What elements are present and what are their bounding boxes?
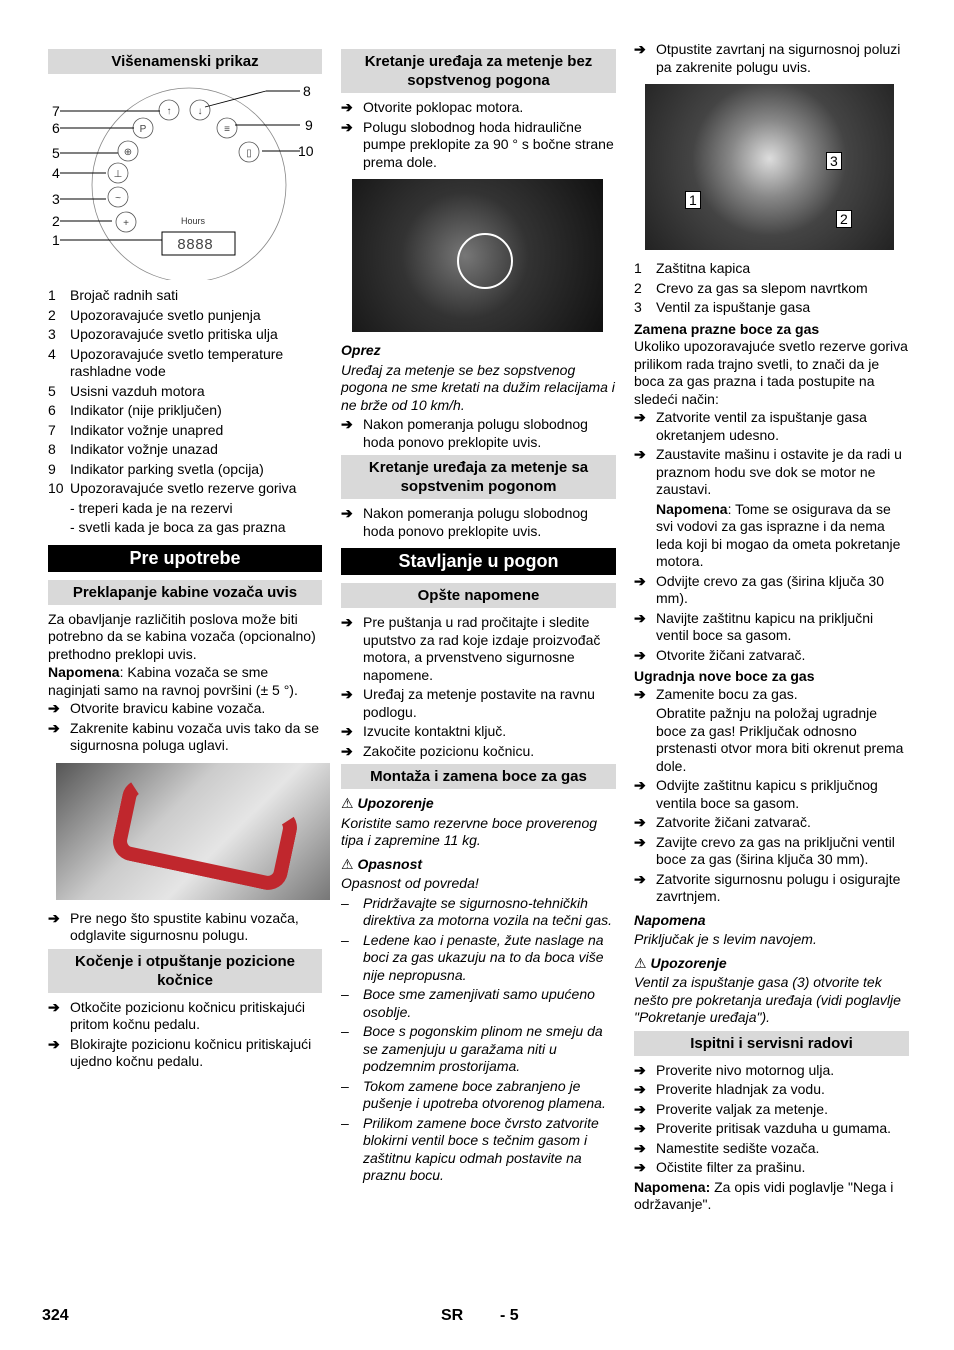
section-heading: Kretanje uređaja za metenje sa sopstvenim pogonom	[341, 455, 616, 499]
instruction-step	[634, 814, 909, 832]
callout-7: 7	[52, 103, 60, 119]
chapter-heading: Pre upotrebe	[48, 545, 322, 572]
callout-1: 1	[52, 232, 60, 248]
instruction-step	[634, 610, 909, 645]
callout-label: 3	[826, 152, 842, 170]
item-text: Upozoravajuće svetlo temperature rashladne vode	[70, 345, 284, 379]
item-text: Prilikom zamene boce čvrsto zatvorite blokirni ventil boce s tečnim gasom i zaštitnu kapicu odmah postavite na praznu bocu.	[363, 1114, 599, 1183]
note-label: Napomena:	[634, 1178, 711, 1195]
item-text: Upozoravajuće svetlo rezerve goriva	[70, 480, 297, 496]
note-text: : Tome se osigurava da se svi vodovi za gas isprazne i da nema leda koji bi mogao da ometa pokretanje motora.	[656, 500, 901, 569]
arrow-right-icon: ➔	[634, 41, 646, 57]
svg-text:⊥: ⊥	[113, 169, 123, 180]
item-text: Očistite filter za prašinu.	[656, 1159, 806, 1175]
numbered-item	[48, 402, 322, 420]
item-number: 10	[48, 480, 64, 496]
numbered-item	[48, 326, 322, 344]
numbered-item	[48, 346, 322, 381]
item-number: 3	[634, 299, 642, 315]
instruction-step	[634, 573, 909, 608]
item-text: Namestite sedište vozača.	[656, 1139, 820, 1156]
item-text: Otvorite poklopac motora.	[363, 99, 524, 115]
arrow-right-icon: ➔	[634, 609, 646, 626]
instruction-step	[634, 446, 909, 499]
italic-note: Ventil za ispuštanje gasa (3) otvorite tek nešto pre pokretanja uređaja (vidi poglavlje "Pokretanje uređaja").	[634, 974, 901, 1025]
item-number: 3	[48, 326, 56, 342]
photo-valve	[645, 84, 894, 250]
item-text: Proverite nivo motornog ulja.	[656, 1061, 835, 1078]
item-text: Blokirajte pozicionu kočnicu pritiskajući ujedno kočnu pedalu.	[70, 1035, 312, 1069]
dash-bullet: –	[341, 931, 349, 948]
photo-cabin	[56, 763, 330, 900]
instruction-step	[634, 686, 909, 704]
arrow-right-icon: ➔	[341, 742, 353, 759]
multifunction-display-diagram	[48, 80, 322, 283]
callout-4: 4	[52, 165, 60, 181]
item-text: Upozoravajuće svetlo punjenja	[70, 306, 261, 323]
item-number: 6	[48, 402, 56, 418]
dash-bullet: –	[341, 1023, 349, 1039]
language-code: SR	[441, 1307, 464, 1324]
note-title: Napomena	[634, 911, 706, 928]
indented-paragraph: Obratite pažnju na položaj ugradnje boce za gas! Priključak odnosno prstenasti otvor mora biti okrenut prema dole.	[656, 705, 904, 774]
dash-item	[341, 1078, 616, 1113]
warning-triangle-icon: ⚠	[341, 855, 358, 872]
instruction-step	[634, 1140, 909, 1158]
instruction-step	[634, 41, 909, 76]
sub-item: - svetli kada je boca za gas prazna	[70, 519, 286, 535]
item-text: Zaustavite mašinu i ostavite je da radi u praznom hodu sve dok se motor ne zaustavi.	[656, 446, 902, 497]
italic-note: Opasnost od povreda!	[341, 875, 479, 891]
item-text: Otpustite zavrtanj na sigurnosnoj poluzi pa zakrenite polugu uvis.	[656, 41, 901, 75]
item-text: Proverite valjak za metenje.	[656, 1100, 828, 1117]
instruction-step	[341, 743, 616, 761]
callout-label: 1	[685, 191, 701, 209]
highlight-circle	[457, 233, 513, 289]
item-number: 2	[48, 306, 56, 323]
item-text: Indikator vožnje unapred	[70, 421, 224, 438]
callout-10: 10	[298, 143, 314, 159]
item-text: Otvorite žičani zatvarač.	[656, 646, 806, 663]
callout-6: 6	[52, 120, 60, 136]
item-number: 1	[48, 287, 56, 303]
instruction-step	[341, 505, 616, 540]
instruction-step	[634, 871, 909, 906]
item-text: Proverite hladnjak za vodu.	[656, 1081, 825, 1097]
item-text: Pre nego što spustite kabinu vozača, odglavite sigurnosnu polugu.	[70, 909, 299, 943]
arrow-right-icon: ➔	[634, 1139, 646, 1156]
column-right	[634, 41, 909, 1215]
note-title: Oprez	[341, 342, 381, 358]
subheading: Ugradnja nove boce za gas	[634, 668, 815, 684]
item-text: Ventil za ispuštanje gasa	[656, 299, 811, 315]
section-heading: Opšte napomene	[341, 583, 616, 608]
item-text: Crevo za gas sa slepom navrtkom	[656, 279, 868, 296]
item-text: Brojač radnih sati	[70, 287, 179, 303]
note-label: Napomena	[48, 664, 120, 680]
item-text: Indikator vožnje unazad	[70, 441, 218, 457]
callout-5: 5	[52, 145, 60, 161]
column-middle	[341, 45, 616, 1187]
note-paragraph	[48, 664, 322, 699]
item-text: Navijte zaštitnu kapicu na priključni ventil boce sa gasom.	[656, 609, 874, 643]
item-number: 5	[48, 382, 56, 399]
dash-item	[341, 932, 616, 985]
numbered-item	[48, 441, 322, 459]
instruction-step	[341, 119, 616, 172]
item-text: Usisni vazduh motora	[70, 382, 205, 399]
hours-label: Hours	[181, 216, 206, 226]
warning-triangle-icon: ⚠	[634, 954, 651, 971]
svg-text:~: ~	[115, 193, 121, 204]
arrow-right-icon: ➔	[48, 1035, 60, 1052]
svg-text:↑: ↑	[166, 106, 172, 117]
section-heading: Kretanje uređaja za metenje bez sopstvenog pogona	[341, 49, 616, 93]
arrow-right-icon: ➔	[341, 118, 353, 135]
item-text: Odvijte zaštitnu kapicu s priključnog ventila boce sa gasom.	[656, 777, 878, 811]
arrow-right-icon: ➔	[341, 686, 353, 702]
svg-text:P: P	[139, 124, 147, 135]
warning-label: Upozorenje	[357, 795, 434, 811]
instruction-step	[634, 1101, 909, 1119]
svg-text:≡: ≡	[224, 124, 230, 135]
numbered-item	[634, 280, 909, 298]
item-number: 9	[48, 460, 56, 477]
dash-bullet: –	[341, 894, 349, 911]
item-text: Boce sme zamenjivati samo upućeno osoblje.	[363, 986, 595, 1020]
arrow-right-icon: ➔	[634, 777, 646, 793]
instruction-step	[634, 1081, 909, 1099]
numbered-item	[48, 422, 322, 440]
item-text: Odvijte crevo za gas (širina ključa 30 mm).	[656, 572, 884, 606]
photo-engine	[352, 179, 603, 332]
instruction-step	[48, 700, 322, 718]
arrow-right-icon: ➔	[634, 833, 646, 850]
arrow-right-icon: ➔	[634, 1100, 646, 1117]
dash-item	[341, 986, 616, 1021]
section-heading: Kočenje i otpuštanje pozicione kočnice	[48, 949, 322, 993]
section-heading: Montaža i zamena boce za gas	[341, 764, 616, 789]
item-text: Tokom zamene boce zabranjeno je pušenje i upotreba otvorenog plamena.	[363, 1077, 606, 1111]
item-text: Zatvorite žičani zatvarač.	[656, 814, 811, 830]
subheading: Zamena prazne boce za gas	[634, 320, 820, 337]
dash-item	[341, 895, 616, 930]
item-text: Otkočite pozicionu kočnicu pritiskajući pritom kočnu pedalu.	[70, 998, 305, 1032]
warning-triangle-icon: ⚠	[341, 795, 358, 811]
arrow-right-icon: ➔	[48, 700, 60, 716]
warning-title	[341, 856, 616, 874]
instruction-step	[634, 409, 909, 444]
numbered-item	[634, 260, 909, 278]
item-text: Proverite pritisak vazduha u gumama.	[656, 1120, 891, 1136]
instruction-step	[341, 723, 616, 741]
arrow-right-icon: ➔	[48, 719, 60, 736]
arrow-right-icon: ➔	[634, 409, 646, 425]
instruction-step	[48, 910, 322, 945]
warning-label: Opasnost	[357, 855, 423, 872]
item-number: 2	[634, 279, 642, 296]
item-text: Pre puštanja u rad pročitajte i sledite uputstvo za rad koje izdaje proizvođač motora, a prvenstveno sigurnosne napomene.	[363, 614, 601, 683]
arrow-right-icon: ➔	[634, 814, 646, 830]
italic-note: Koristite samo rezervne boce proverenog tipa i zapremine 11 kg.	[341, 814, 598, 848]
section-heading: Preklapanje kabine vozača uvis	[48, 580, 322, 605]
callout-9: 9	[305, 117, 313, 133]
svg-text:↓: ↓	[197, 106, 203, 117]
item-text: Nakon pomeranja polugu slobodnog hoda ponovo preklopite uvis.	[363, 505, 588, 539]
instruction-step	[48, 1036, 322, 1071]
arrow-right-icon: ➔	[341, 505, 353, 521]
dash-item	[341, 1023, 616, 1076]
item-text: Zamenite bocu za gas.	[656, 685, 798, 702]
callout-3: 3	[52, 191, 60, 207]
page-number: 324	[42, 1307, 69, 1324]
item-number: 8	[48, 441, 56, 457]
hour-counter: 8888	[177, 237, 214, 254]
instruction-step	[341, 614, 616, 684]
item-text: Izvucite kontaktni ključ.	[363, 723, 507, 739]
instruction-step	[634, 647, 909, 665]
svg-text:+: +	[123, 218, 129, 229]
column-left	[48, 45, 322, 1073]
item-text: Zatvorite ventil za ispuštanje gasa okretanjem udesno.	[656, 409, 867, 443]
section-heading: Višenamenski prikaz	[48, 49, 322, 74]
item-text: Zaštitna kapica	[656, 260, 751, 276]
dash-bullet: –	[341, 986, 349, 1002]
item-number: 1	[634, 260, 642, 276]
dash-bullet: –	[341, 1077, 349, 1094]
note-text: Za opis vidi poglavlje "Nega i održavanje".	[634, 1178, 894, 1212]
arrow-right-icon: ➔	[634, 870, 646, 887]
warning-title	[634, 955, 909, 973]
instruction-step	[48, 720, 322, 755]
item-text: Pridržavajte se sigurnosno-tehničkih direktiva za motorna vozila na tečni gas.	[363, 894, 613, 928]
section-heading: Ispitni i servisni radovi	[634, 1031, 909, 1056]
sub-item: - treperi kada je na rezervi	[70, 499, 233, 516]
note-label: Napomena	[656, 500, 728, 517]
numbered-item	[48, 480, 322, 498]
item-text: Zatvorite sigurnosnu polugu i osigurajte zavrtnjem.	[656, 870, 901, 904]
arrow-right-icon: ➔	[341, 614, 353, 630]
numbered-item	[634, 299, 909, 317]
instruction-step	[48, 999, 322, 1034]
item-text: Uređaj za metenje postavite na ravnu podlogu.	[363, 686, 595, 720]
arrow-right-icon: ➔	[341, 416, 353, 432]
arrow-right-icon: ➔	[634, 1159, 646, 1175]
arrow-right-icon: ➔	[634, 1120, 646, 1136]
arrow-right-icon: ➔	[48, 909, 60, 926]
item-number: 7	[48, 421, 56, 438]
chapter-heading: Stavljanje u pogon	[341, 548, 616, 575]
item-text: Polugu slobodnog hoda hidraulične pumpe preklopite za 90 ° s bočne strane prema dole.	[363, 118, 614, 170]
item-text: Ledene kao i penaste, žute naslage na boci za gas ukazuju na to da boca više nije nepropusna.	[363, 931, 604, 983]
warning-label: Upozorenje	[650, 954, 727, 971]
numbered-item	[48, 287, 322, 305]
arrow-right-icon: ➔	[634, 1081, 646, 1097]
arrow-right-icon: ➔	[48, 998, 60, 1015]
item-text: Boce s pogonskim plinom ne smeju da se zamenjuju u garažama niti u podzemnim prostorijama.	[363, 1023, 603, 1074]
paragraph: Ukoliko upozoravajuće svetlo rezerve goriva prilikom rada trajno svetli, to znači da je boca za gas prazna i tada postupite na sledeći način:	[634, 338, 908, 407]
numbered-item	[48, 461, 322, 479]
item-text: Otvorite bravicu kabine vozača.	[70, 700, 266, 716]
arrow-right-icon: ➔	[341, 99, 353, 115]
item-text: Zakrenite kabinu vozača uvis tako da se sigurnosna poluga uglavi.	[70, 719, 320, 753]
red-safety-lever	[109, 775, 300, 893]
item-text: Upozoravajuće svetlo pritiska ulja	[70, 326, 278, 342]
callout-8: 8	[303, 83, 311, 99]
svg-text:▯: ▯	[246, 148, 252, 159]
section-page: - 5	[500, 1307, 519, 1324]
instruction-step	[341, 99, 616, 117]
callout-label: 2	[836, 210, 852, 228]
instruction-step	[634, 1120, 909, 1138]
arrow-right-icon: ➔	[634, 685, 646, 702]
arrow-right-icon: ➔	[634, 446, 646, 462]
instruction-step	[634, 1159, 909, 1177]
warning-title	[341, 795, 616, 813]
svg-text:⊕: ⊕	[123, 147, 133, 158]
instruction-step	[341, 416, 616, 451]
arrow-right-icon: ➔	[634, 646, 646, 663]
item-text: Zavijte crevo za gas na priključni ventil boce za gas (širina ključa 30 mm).	[656, 833, 895, 867]
note-paragraph	[634, 1179, 909, 1214]
item-text: Indikator (nije priključen)	[70, 402, 222, 418]
instruction-step	[634, 777, 909, 812]
item-text: Zakočite pozicionu kočnicu.	[363, 742, 535, 759]
arrow-right-icon: ➔	[634, 572, 646, 589]
instruction-step	[634, 1062, 909, 1080]
arrow-right-icon: ➔	[341, 723, 353, 739]
note-text: : Kabina vozača se sme naginjati samo na ravnoj površini (± 5 °).	[48, 664, 298, 698]
callout-2: 2	[52, 213, 60, 229]
item-text: Nakon pomeranja polugu slobodnog hoda ponovo preklopite uvis.	[363, 416, 588, 450]
italic-note: Priključak je s levim navojem.	[634, 931, 817, 947]
item-text: Indikator parking svetla (opcija)	[70, 460, 264, 477]
arrow-right-icon: ➔	[634, 1061, 646, 1078]
dash-bullet: –	[341, 1114, 349, 1131]
note-paragraph	[634, 501, 909, 571]
numbered-item	[48, 307, 322, 325]
dash-item	[341, 1115, 616, 1185]
instruction-step	[341, 686, 616, 721]
instruction-step	[634, 834, 909, 869]
numbered-item	[48, 383, 322, 401]
paragraph: Za obavljanje različitih poslova može biti potrebno da se kabina vozača (opcionalno) prethodno preklopi uvis.	[48, 610, 316, 662]
item-number: 4	[48, 345, 56, 362]
italic-note: Uređaj za metenje se bez sopstvenog pogona ne sme kretati na dužim relacijama i ne brže od 10 km/h.	[341, 361, 615, 413]
